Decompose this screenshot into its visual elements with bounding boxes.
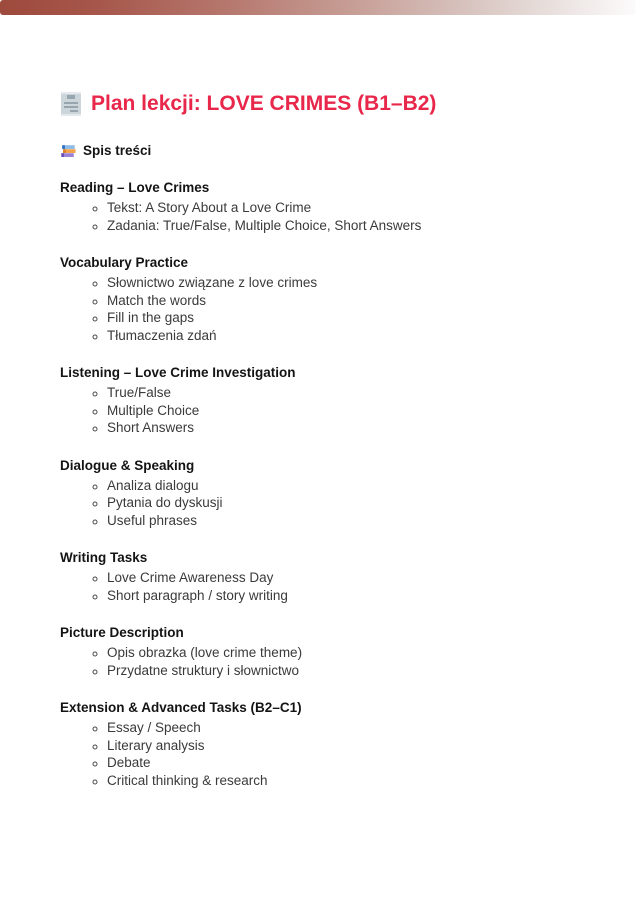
section-reading — [60, 179, 576, 234]
toc-heading-text: Spis treści — [83, 143, 152, 158]
section-title: Reading – Love Crimes — [60, 180, 210, 195]
list-item: ◦ Fill in the gaps — [107, 309, 576, 327]
list-item: ◦ Multiple Choice — [107, 402, 576, 420]
receipt-document-icon — [60, 91, 82, 117]
section-list — [60, 644, 576, 679]
list-item: ◦ Useful phrases — [107, 512, 576, 530]
page-title-text: Plan lekcji: LOVE CRIMES (B1–B2) — [91, 92, 437, 115]
list-item: ◦ Pytania do dyskusji — [107, 494, 576, 512]
section-list — [60, 719, 576, 789]
section-picture-description — [60, 624, 576, 679]
section-extension-advanced — [60, 699, 576, 789]
list-item: ◦ True/False — [107, 384, 576, 402]
section-list — [60, 569, 576, 604]
books-icon — [60, 143, 76, 159]
list-item: ◦ Short Answers — [107, 419, 576, 437]
section-vocabulary — [60, 254, 576, 344]
section-title: Writing Tasks — [60, 550, 148, 565]
list-item: ◦ Tłumaczenia zdań — [107, 327, 576, 345]
list-item: ◦ Match the words — [107, 292, 576, 310]
toc-heading — [60, 142, 576, 159]
section-title: Extension & Advanced Tasks (B2–C1) — [60, 700, 302, 715]
section-listening — [60, 364, 576, 437]
section-list — [60, 274, 576, 344]
list-item: ◦ Essay / Speech — [107, 719, 576, 737]
section-writing-tasks — [60, 549, 576, 604]
section-title: Picture Description — [60, 625, 184, 640]
page-title — [60, 91, 576, 117]
list-item: ◦ Love Crime Awareness Day — [107, 569, 576, 587]
section-title: Dialogue & Speaking — [60, 457, 195, 473]
section-title: Listening – Love Crime Investigation — [60, 365, 296, 380]
list-item: ◦ Słownictwo związane z love crimes — [107, 274, 576, 292]
list-item: ◦ Tekst: A Story About a Love Crime — [107, 199, 576, 217]
list-item: ◦ Zadania: True/False, Multiple Choice, Short Answers — [107, 217, 576, 235]
list-item: ◦ Critical thinking & research — [107, 772, 576, 790]
section-list — [60, 477, 576, 530]
list-item: ◦ Debate — [107, 754, 576, 772]
list-item: ◦ Literary analysis — [107, 737, 576, 755]
section-list — [60, 199, 576, 234]
document-content — [0, 15, 636, 789]
list-item: ◦ Analiza dialogu — [107, 477, 576, 495]
list-item: ◦ Opis obrazka (love crime theme) — [107, 644, 576, 662]
list-item: ◦ Short paragraph / story writing — [107, 587, 576, 605]
section-list — [60, 384, 576, 437]
top-gradient-bar — [0, 0, 636, 15]
section-dialogue-speaking — [60, 457, 576, 530]
section-title: Vocabulary Practice — [60, 255, 189, 270]
list-item: ◦ Przydatne struktury i słownictwo — [107, 662, 576, 680]
